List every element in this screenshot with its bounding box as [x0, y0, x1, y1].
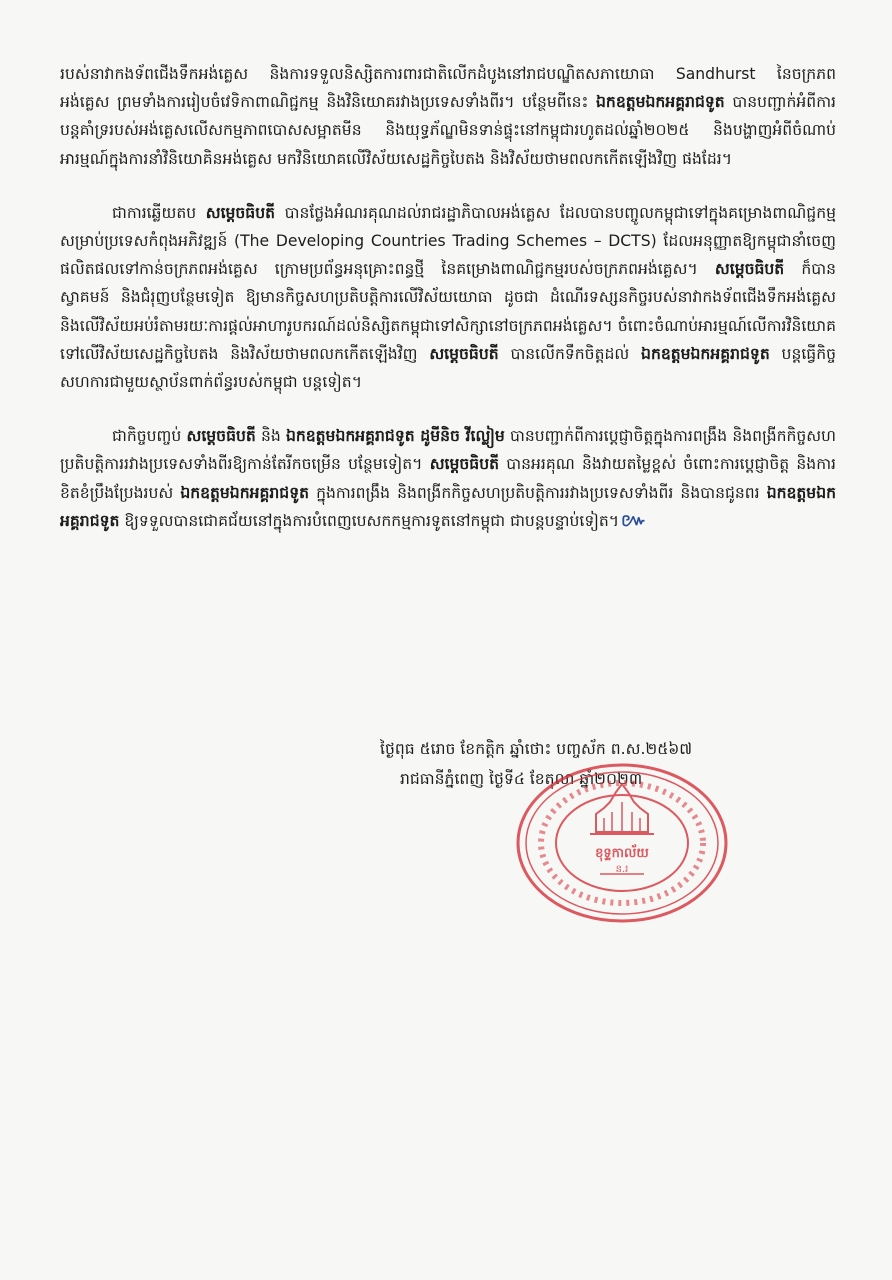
text-run: បានបញ្ជាក់ពីការប្ដេជ្ញាចិត្តក្នុងការពង្រឹង និងពង្រីកកិច្ចសហប្រតិបត្តិការរវាងប្រទេសទាំងពីរឱ្យកាន់តែរីកចម្រើន បន្ថែមទៀត។ [60, 427, 837, 474]
official-seal-icon [514, 762, 730, 924]
solar-date: រាជធានីភ្នំពេញ ថ្ងៃទី៤ ខែតុលា ឆ្នាំ២០២៣ [400, 770, 643, 788]
paragraph-1 [60, 60, 836, 173]
text-run: បានថ្លែងអំណរគុណដល់រាជរដ្ឋាភិបាលអង់គ្លេស ដែលបានបញ្ចូលកម្ពុជាទៅក្នុងគម្រោងពាណិជ្ជកម្មសម្រាប់ប្រទេសកំពុងអភិវឌ្ឍន៍ (The Developing Countries Trading Schemes – DCTS) ដែលអនុញ្ញាតឱ្យកម្ពុជានាំចេញផលិតផលទៅកាន់ចក្រភពអង់គ្លេស ក្រោមប្រព័ន្ធអនុគ្រោះពន្ធថ្មី នៃគម្រោងពាណិជ្ជកម្មរបស់ចក្រភពអង់គ្លេស។ [60, 203, 836, 279]
end-mark-icon: ៚ [621, 509, 647, 531]
document-body [60, 60, 836, 561]
paragraph-3 [60, 422, 836, 535]
text-run: ជាការឆ្លើយតប [112, 203, 206, 222]
seal-center-label: ខុទ្ទកាល័យ [595, 846, 649, 861]
text-run: បានអរគុណ និងវាយតម្លៃខ្ពស់ ចំពោះការប្ដេជ្ញាចិត្ត និងការខិតខំប្រឹងប្រែងរបស់ [60, 455, 836, 502]
text-run: និង [255, 427, 286, 446]
text-run: បានបញ្ជាក់អំពីការបន្តគាំទ្ររបស់អង់គ្លេសលើសកម្មភាពបោសសម្អាតមីន និងយុទ្ធភ័ណ្ឌមិនទាន់ផ្ទុះនៅកម្ពុជារហូតដល់ឆ្នាំ២០២៥ និងបង្ហាញអំពីចំណាប់អារម្មណ៍ក្នុងការនាំវិនិយោគិនអង់គ្លេស មកវិនិយោគលើវិស័យសេដ្ឋកិច្ចបៃតង និងវិស័យថាមពលកកើតឡើងវិញ ផងដែរ។ [60, 93, 836, 168]
seal-center-sub: ន.រ [615, 864, 629, 875]
bold-term: ឯកឧត្តមឯកអគ្គរាជទូត [596, 93, 725, 112]
bold-term: សម្ដេចធិបតី [429, 455, 499, 474]
bold-term: សម្ដេចធិបតី [205, 203, 276, 222]
bold-term: ឯកឧត្តមឯកអគ្គរាជទូត ដូមីនិច វីល្លៀម [285, 427, 505, 446]
bold-term: ឯកឧត្តមឯកអគ្គរាជទូត [60, 483, 836, 530]
text-run: របស់នាវាកងទ័ពជើងទឹកអង់គ្លេស និងការទទួលនិស្សិតការពារជាតិលើកដំបូងនៅរាជបណ្ឌិតសភាយោធា Sandhurst នៃចក្រភពអង់គ្លេស ព្រមទាំងការរៀបចំវេទិកាពាណិជ្ជកម្ម និងវិនិយោគរវាងប្រទេសទាំងពីរ។ បន្ថែមពីនេះ [60, 65, 836, 112]
bold-term: សម្ដេចធិបតី [714, 260, 785, 279]
text-run: ក្នុងការពង្រឹង និងពង្រីកកិច្ចសហប្រតិបត្តិការរវាងប្រទេសទាំងពីរ និងបានជូនពរ [309, 483, 767, 502]
bold-term: សម្ដេចធិបតី [429, 344, 499, 363]
paragraph-2 [60, 199, 836, 396]
text-run: បានលើកទឹកចិត្តដល់ [498, 344, 642, 363]
bold-term: សម្ដេចធិបតី [186, 427, 256, 446]
text-run: ឱ្យទទួលបានជោគជ័យនៅក្នុងការបំពេញបេសកកម្មការទូតនៅកម្ពុជា ជាបន្តបន្ទាប់ទៀត។ [119, 511, 620, 530]
bold-term: ឯកឧត្តមឯកអគ្គរាជទូត [641, 344, 770, 363]
text-run: ក៏បានស្វាគមន៍ និងជំរុញបន្ថែមទៀត ឱ្យមានកិច្ចសហប្រតិបត្តិការលើវិស័យយោធា ដូចជា ដំណើរទស្សនកិច្ចរបស់នាវាកងទ័ពជើងទឹកអង់គ្លេស និងលើវិស័យអប់រំតាមរយៈការផ្ដល់អាហារូបករណ៍ដល់និស្សិតកម្ពុជាទៅសិក្សានៅចក្រភពអង់គ្លេស។ ចំពោះចំណាប់អារម្មណ៍លើការវិនិយោគទៅលើវិស័យសេដ្ឋកិច្ចបៃតង និងវិស័យថាមពលកកើតឡើងវិញ [60, 260, 836, 363]
lunar-date: ថ្ងៃពុធ ៥រោច ខែកត្ដិក ឆ្នាំថោះ បញ្ចស័ក ព.ស.២៥៦៧ [380, 740, 693, 758]
bold-term: ឯកឧត្តមឯកអគ្គរាជទូត [180, 483, 309, 502]
text-run: បន្តធ្វើកិច្ចសហការជាមួយស្ថាប័នពាក់ព័ន្ធរបស់កម្ពុជា បន្តទៀត។ [60, 344, 836, 392]
text-run: ជាកិច្ចបញ្ចប់ [112, 427, 187, 446]
